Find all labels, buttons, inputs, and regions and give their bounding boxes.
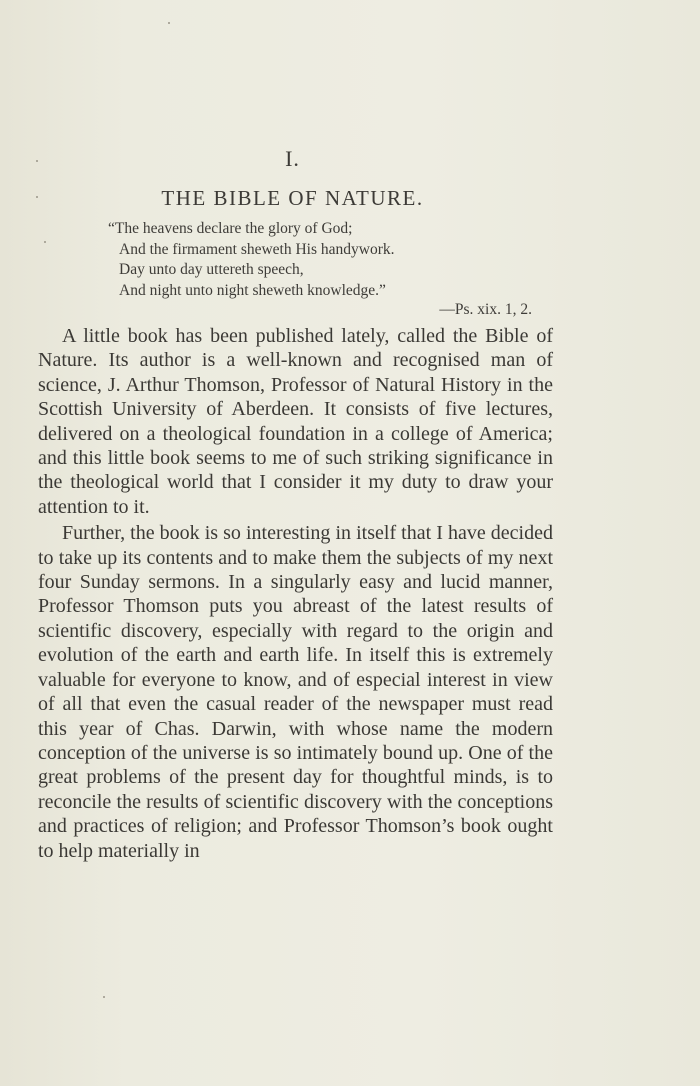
paragraph: A little book has been published lately, called the Bible of Nature. Its author is a well-known and recognised man of science, J. Arthur Thomson, Professor of Natural History in the Scottish University of Aberdeen. It consists of five lectures, delivered on a theological foundation in a college of America; and this little book seems to me of such striking significance in the theological world that I consider it my duty to draw your attention to it. (38, 325, 553, 518)
chapter-title: THE BIBLE OF NATURE. (161, 186, 424, 210)
paragraph: Further, the book is so interesting in itself that I have decided to take up its contents and to make them the subjects of my next four Sunday sermons. In a singularly easy and lucid manner, Professor Thomson puts you abreast of the latest results of scientific discovery, especially with regard to the origin and evolution of the earth and earth life. In itself this is extremely valuable for everyone to know, and of especial interest in view of all that even the casual reader of the newspaper must read this year of Chas. Darwin, with whose name the modern conception of the universe is so intimately bound up. One of the great problems of the present day for thoughtful minds, is to reconcile the results of scientific discovery with the conceptions and practices of religion; and Professor Thomson’s book ought to help materially in (38, 522, 553, 862)
epigraph-citation: —Ps. xix. 1, 2. (439, 301, 532, 318)
body-text (38, 324, 553, 863)
paper-speck (36, 196, 38, 198)
epigraph-line: And the firmament sheweth His handywork. (119, 240, 395, 258)
chapter-number: I. (285, 146, 300, 171)
epigraph-line: And night unto night sheweth knowledge.” (119, 281, 386, 299)
paper-speck (44, 241, 46, 243)
epigraph-line: Day unto day uttereth speech, (119, 261, 304, 278)
paper-speck (168, 22, 170, 24)
paper-speck (36, 160, 38, 162)
epigraph (108, 219, 538, 321)
paper-speck (103, 996, 105, 998)
epigraph-line: “The heavens declare the glory of God; (108, 220, 353, 237)
